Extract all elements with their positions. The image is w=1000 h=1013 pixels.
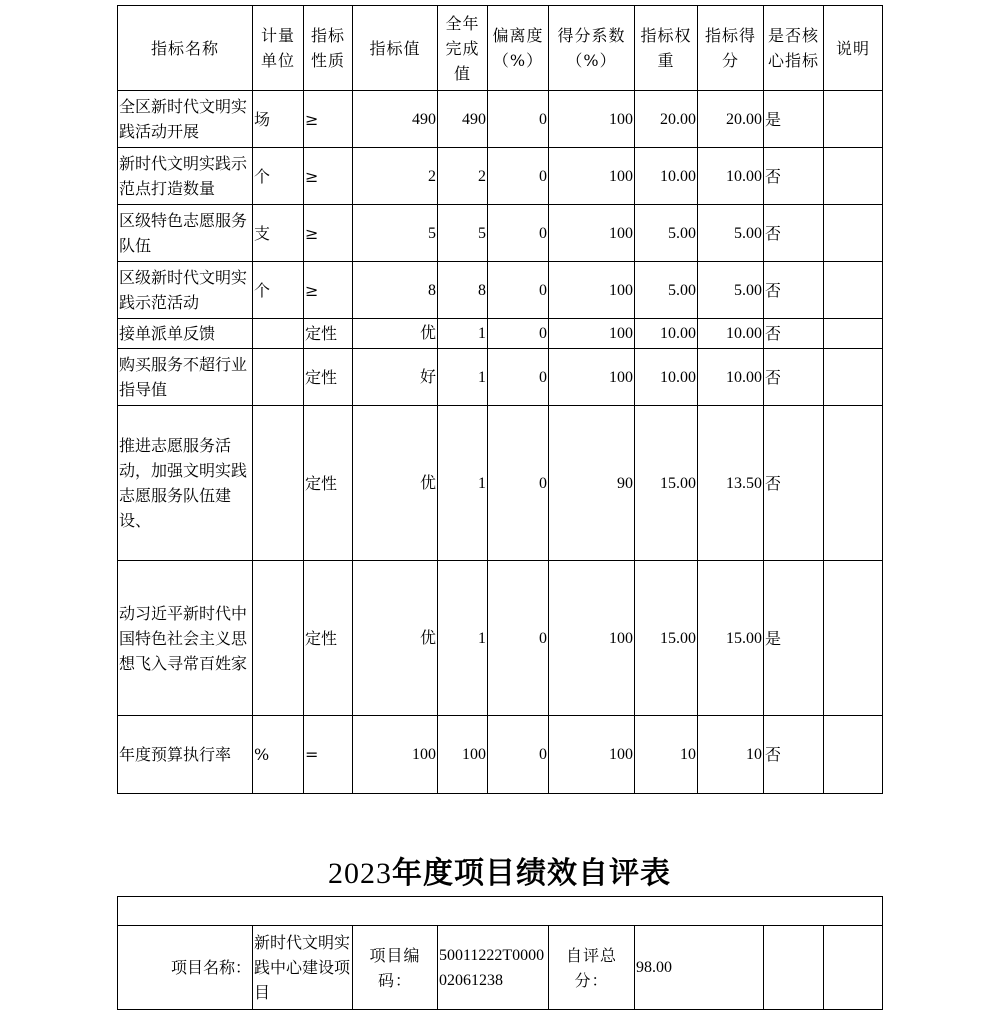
cell-unit: 场 bbox=[253, 91, 304, 148]
cell-deviation: 0 bbox=[488, 91, 549, 148]
cell-coef: 100 bbox=[549, 262, 635, 319]
cell-target: 优 bbox=[353, 561, 438, 716]
cell-coef: 100 bbox=[549, 205, 635, 262]
header-nature: 指标性质 bbox=[304, 6, 353, 91]
project-name-label: 项目名称： bbox=[118, 926, 253, 1010]
cell-actual: 1 bbox=[438, 349, 488, 406]
cell-score: 10.00 bbox=[698, 148, 764, 205]
cell-coef: 90 bbox=[549, 406, 635, 561]
cell-coef: 100 bbox=[549, 716, 635, 794]
cell-score: 10.00 bbox=[698, 319, 764, 349]
table-row bbox=[118, 406, 883, 561]
cell-core: 否 bbox=[764, 716, 824, 794]
header-actual: 全年完成值 bbox=[438, 6, 488, 91]
header-coef: 得分系数（%） bbox=[549, 6, 635, 91]
cell-core: 是 bbox=[764, 561, 824, 716]
cell-core: 是 bbox=[764, 91, 824, 148]
project-score-value: 98.00 bbox=[635, 926, 764, 1010]
cell-score: 20.00 bbox=[698, 91, 764, 148]
cell-score: 10.00 bbox=[698, 349, 764, 406]
cell-nature: ≥ bbox=[304, 91, 353, 148]
cell-deviation: 0 bbox=[488, 716, 549, 794]
table-row bbox=[118, 561, 883, 716]
header-name: 指标名称 bbox=[118, 6, 253, 91]
title-year: 2023 bbox=[328, 857, 392, 890]
cell-deviation: 0 bbox=[488, 148, 549, 205]
cell-note bbox=[824, 91, 883, 148]
empty-cell bbox=[824, 926, 883, 1010]
table-row bbox=[118, 716, 883, 794]
title-text: 年度项目绩效自评表 bbox=[392, 856, 671, 891]
cell-note bbox=[824, 319, 883, 349]
cell-score: 10 bbox=[698, 716, 764, 794]
cell-note bbox=[824, 406, 883, 561]
cell-weight: 10 bbox=[635, 716, 698, 794]
cell-score: 13.50 bbox=[698, 406, 764, 561]
cell-weight: 5.00 bbox=[635, 262, 698, 319]
cell-actual: 100 bbox=[438, 716, 488, 794]
cell-target: 好 bbox=[353, 349, 438, 406]
cell-name: 接单派单反馈 bbox=[118, 319, 253, 349]
cell-note bbox=[824, 262, 883, 319]
cell-note bbox=[824, 148, 883, 205]
cell-unit bbox=[253, 319, 304, 349]
table-row bbox=[118, 262, 883, 319]
cell-weight: 10.00 bbox=[635, 319, 698, 349]
cell-unit: 个 bbox=[253, 262, 304, 319]
header-score: 指标得分 bbox=[698, 6, 764, 91]
cell-target: 5 bbox=[353, 205, 438, 262]
cell-coef: 100 bbox=[549, 148, 635, 205]
cell-name: 区级新时代文明实践示范活动 bbox=[118, 262, 253, 319]
cell-target: 490 bbox=[353, 91, 438, 148]
cell-unit: % bbox=[253, 716, 304, 794]
cell-target: 2 bbox=[353, 148, 438, 205]
project-blank-row bbox=[118, 897, 883, 926]
cell-unit bbox=[253, 406, 304, 561]
project-code-value: 50011222T000002061238 bbox=[438, 926, 549, 1010]
cell-weight: 15.00 bbox=[635, 406, 698, 561]
indicator-table bbox=[117, 5, 883, 794]
cell-note bbox=[824, 205, 883, 262]
empty-cell bbox=[764, 926, 824, 1010]
cell-weight: 20.00 bbox=[635, 91, 698, 148]
header-note: 说明 bbox=[824, 6, 883, 91]
cell-deviation: 0 bbox=[488, 205, 549, 262]
cell-nature: 定性 bbox=[304, 406, 353, 561]
cell-nature: ≥ bbox=[304, 205, 353, 262]
header-target: 指标值 bbox=[353, 6, 438, 91]
cell-note bbox=[824, 716, 883, 794]
cell-deviation: 0 bbox=[488, 406, 549, 561]
cell-coef: 100 bbox=[549, 319, 635, 349]
cell-name: 全区新时代文明实践活动开展 bbox=[118, 91, 253, 148]
cell-nature: ≥ bbox=[304, 148, 353, 205]
cell-score: 5.00 bbox=[698, 205, 764, 262]
cell-weight: 5.00 bbox=[635, 205, 698, 262]
cell-nature: = bbox=[304, 716, 353, 794]
cell-score: 15.00 bbox=[698, 561, 764, 716]
cell-deviation: 0 bbox=[488, 262, 549, 319]
project-info-table bbox=[117, 896, 883, 1010]
cell-core: 否 bbox=[764, 148, 824, 205]
cell-nature: ≥ bbox=[304, 262, 353, 319]
cell-nature: 定性 bbox=[304, 561, 353, 716]
cell-weight: 10.00 bbox=[635, 349, 698, 406]
cell-actual: 1 bbox=[438, 406, 488, 561]
cell-core: 否 bbox=[764, 262, 824, 319]
page-title bbox=[117, 848, 882, 892]
cell-weight: 15.00 bbox=[635, 561, 698, 716]
cell-target: 优 bbox=[353, 319, 438, 349]
cell-score: 5.00 bbox=[698, 262, 764, 319]
cell-deviation: 0 bbox=[488, 561, 549, 716]
cell-actual: 2 bbox=[438, 148, 488, 205]
cell-note bbox=[824, 561, 883, 716]
cell-target: 100 bbox=[353, 716, 438, 794]
cell-weight: 10.00 bbox=[635, 148, 698, 205]
cell-core: 否 bbox=[764, 349, 824, 406]
cell-unit bbox=[253, 561, 304, 716]
cell-deviation: 0 bbox=[488, 349, 549, 406]
project-info-row bbox=[118, 926, 883, 1010]
cell-coef: 100 bbox=[549, 91, 635, 148]
cell-actual: 8 bbox=[438, 262, 488, 319]
cell-actual: 5 bbox=[438, 205, 488, 262]
cell-coef: 100 bbox=[549, 349, 635, 406]
table-row bbox=[118, 349, 883, 406]
cell-unit: 支 bbox=[253, 205, 304, 262]
cell-core: 否 bbox=[764, 319, 824, 349]
cell-core: 否 bbox=[764, 406, 824, 561]
cell-nature: 定性 bbox=[304, 319, 353, 349]
cell-name: 区级特色志愿服务队伍 bbox=[118, 205, 253, 262]
project-name-value: 新时代文明实践中心建设项目 bbox=[253, 926, 353, 1010]
cell-nature: 定性 bbox=[304, 349, 353, 406]
header-unit: 计量单位 bbox=[253, 6, 304, 91]
cell-name: 购买服务不超行业指导值 bbox=[118, 349, 253, 406]
table-row bbox=[118, 205, 883, 262]
cell-target: 8 bbox=[353, 262, 438, 319]
cell-actual: 1 bbox=[438, 561, 488, 716]
cell-name: 新时代文明实践示范点打造数量 bbox=[118, 148, 253, 205]
cell-coef: 100 bbox=[549, 561, 635, 716]
header-core: 是否核心指标 bbox=[764, 6, 824, 91]
cell-target: 优 bbox=[353, 406, 438, 561]
table-header-row bbox=[118, 6, 883, 91]
cell-name: 推进志愿服务活动，加强文明实践志愿服务队伍建设、 bbox=[118, 406, 253, 561]
header-weight: 指标权重 bbox=[635, 6, 698, 91]
header-deviation: 偏离度（%） bbox=[488, 6, 549, 91]
cell-actual: 1 bbox=[438, 319, 488, 349]
cell-name: 年度预算执行率 bbox=[118, 716, 253, 794]
project-code-label: 项目编码： bbox=[353, 926, 438, 1010]
table-row bbox=[118, 91, 883, 148]
cell-core: 否 bbox=[764, 205, 824, 262]
cell-unit bbox=[253, 349, 304, 406]
cell-actual: 490 bbox=[438, 91, 488, 148]
blank-cell bbox=[118, 897, 883, 926]
cell-name: 动习近平新时代中国特色社会主义思想飞入寻常百姓家 bbox=[118, 561, 253, 716]
cell-deviation: 0 bbox=[488, 319, 549, 349]
table-row bbox=[118, 319, 883, 349]
cell-unit: 个 bbox=[253, 148, 304, 205]
cell-note bbox=[824, 349, 883, 406]
table-row bbox=[118, 148, 883, 205]
project-score-label: 自评总分： bbox=[549, 926, 635, 1010]
